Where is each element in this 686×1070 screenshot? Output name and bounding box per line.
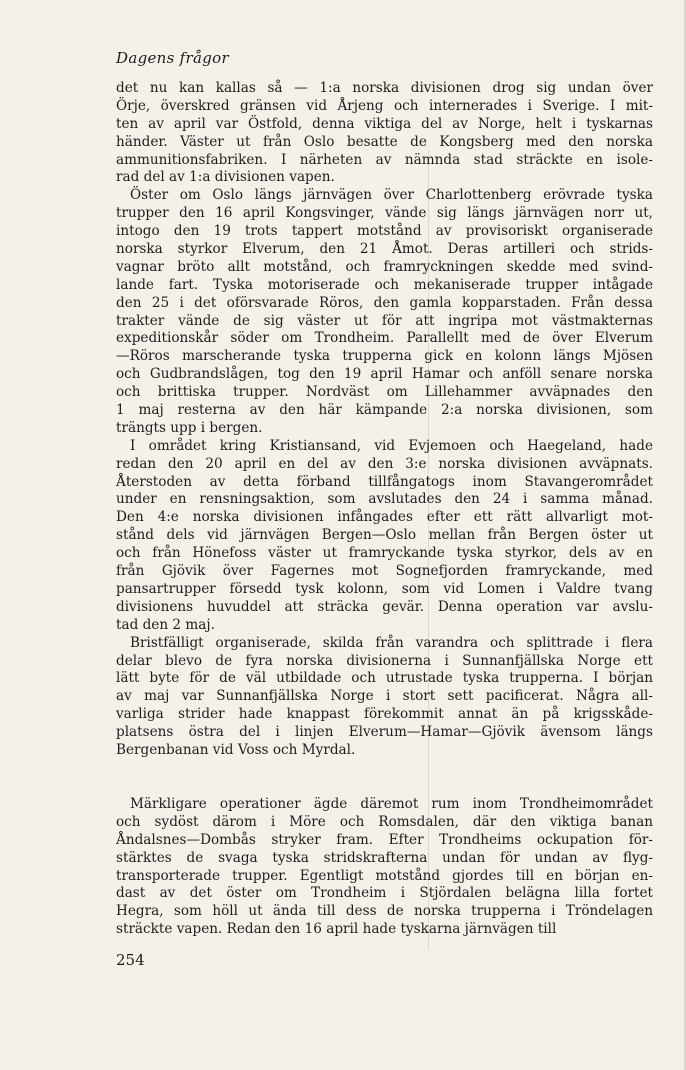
text-line: dast av det öster om Trondheim i Stjördalen belägna lilla fortet [116, 885, 653, 902]
text-line: under en rensningsaktion, som avslutades den 24 i samma månad. [116, 491, 653, 508]
text-line: vagnar bröto allt motstånd, och framryckningen skedde med svind- [116, 258, 653, 275]
text-line: det nu kan kallas så — 1:a norska divisionen drog sig undan över [116, 80, 653, 96]
text-line: och brittiska trupper. Nordväst om Lillehammer avväpnades den [116, 384, 653, 401]
text-line: Märkligare operationer ägde däremot rum inom Trondheimområdet [130, 796, 653, 812]
text-line: redan den 20 april en del av den 3:e norska divisionen avväpnats. [116, 455, 653, 472]
text-line: ammunitionsfabriken. I närheten av nämnda stad sträckte en isole- [116, 151, 653, 168]
text-line: delar blevo de fyra norska divisionerna i Sunnanfjällska Norge ett [116, 652, 653, 669]
text-line: från Gjövik över Fagernes mot Sognefjorden framryckande, med [116, 563, 653, 580]
text-line: ten av april var Östfold, denna viktiga del av Norge, helt i tyskarnas [116, 115, 653, 132]
text-line: —Röros marscherande tyska trupperna gick en kolonn längs Mjösen [116, 348, 653, 365]
text-line: Den 4:e norska divisionen infångades efter ett rätt allvarligt mot- [116, 509, 653, 526]
text-line: Hegra, som höll ut ända till dess de norska trupperna i Tröndelagen [116, 903, 653, 920]
text-line: den 25 i det oförsvarade Röros, den gamla kopparstaden. Från dessa [116, 294, 653, 311]
text-line: Bergenbanan vid Voss och Myrdal. [116, 741, 356, 758]
text-line: Öster om Oslo längs järnvägen över Charlottenberg erövrade tyska [130, 187, 653, 204]
text-line: händer. Väster ut från Oslo besatte de Kongsberg med den norska [116, 133, 653, 150]
text-line: Bristfälligt organiserade, skilda från varandra och splittrade i flera [130, 634, 653, 651]
text-line: lande fart. Tyska motoriserade och mekaniserade trupper intågade [116, 276, 653, 293]
text-line: Örje, överskred gränsen vid Årjeng och internerades i Sverige. I mit- [116, 97, 653, 114]
text-line: sträckte vapen. Redan den 16 april hade tyskarna järnvägen till [116, 921, 557, 938]
text-line: stånd dels vid järnvägen Bergen—Oslo mellan från Bergen öster ut [116, 527, 653, 544]
text-line: trängts upp i bergen. [116, 419, 263, 436]
text-line: och Gudbrandslågen, tog den 19 april Hamar och anföll senare norska [116, 366, 653, 383]
text-line: Åndalsnes—Dombås stryker fram. Efter Trondheims ockupation för- [116, 831, 653, 848]
text-line: pansartrupper försedd tysk kolonn, som vid Lomen i Valdre tvang [116, 580, 653, 597]
paragraph [116, 80, 653, 187]
text-line: och sydöst därom i Möre och Romsdalen, där den viktiga banan [116, 813, 653, 830]
body-text-bottom [116, 796, 653, 939]
text-line: transporterade trupper. Egentligt motstånd gjordes till en början en- [116, 867, 653, 884]
text-line: divisionens huvuddel att sträcka gevär. Denna operation var avslu- [116, 598, 653, 615]
text-line: intogo den 19 trots tappert motstånd av provisoriskt organiserade [116, 223, 653, 240]
paragraph [116, 438, 653, 635]
paragraph [116, 796, 653, 939]
text-line: lätt byte för de väl utbildade och utrustade tyska trupperna. I början [116, 670, 653, 687]
text-line: I området kring Kristiansand, vid Evjemoen och Haegeland, hade [130, 437, 653, 454]
text-line: trakter vände de sig väster ut för att ingripa mot västmakternas [116, 312, 653, 329]
text-line: norska styrkor Elverum, den 21 Åmot. Deras artilleri och strids- [116, 241, 653, 258]
paragraph [116, 187, 653, 437]
text-line: av maj var Sunnanfjällska Norge i stort sett pacificerat. Några all- [116, 688, 653, 705]
page-number: 254 [116, 951, 145, 969]
paragraph [116, 635, 653, 760]
body-text-top [116, 80, 653, 760]
text-line: trupper den 16 april Kongsvinger, vände sig längs järnvägen norr ut, [116, 205, 653, 222]
text-line: expeditionskår söder om Trondheim. Parallellt med de över Elverum [116, 330, 653, 347]
text-line: tad den 2 maj. [116, 616, 215, 633]
text-line: varliga strider hade knappast förekommit annat än på krigsskåde- [116, 706, 653, 723]
text-line: och från Hönefoss väster ut framryckande tyska styrkor, dels av en [116, 545, 653, 562]
text-line: Återstoden av detta förband tillfångatogs inom Stavangerområdet [116, 473, 653, 490]
text-line: platsens östra del i linjen Elverum—Hamar—Gjövik ävensom längs [116, 724, 653, 741]
running-header: Dagens frågor [116, 49, 229, 67]
text-line: 1 maj resterna av den här kämpande 2:a norska divisionen, som [116, 402, 653, 419]
text-line: stärktes de svaga tyska stridskrafterna undan för undan av flyg- [116, 849, 653, 866]
text-line: rad del av 1:a divisionen vapen. [116, 169, 335, 186]
